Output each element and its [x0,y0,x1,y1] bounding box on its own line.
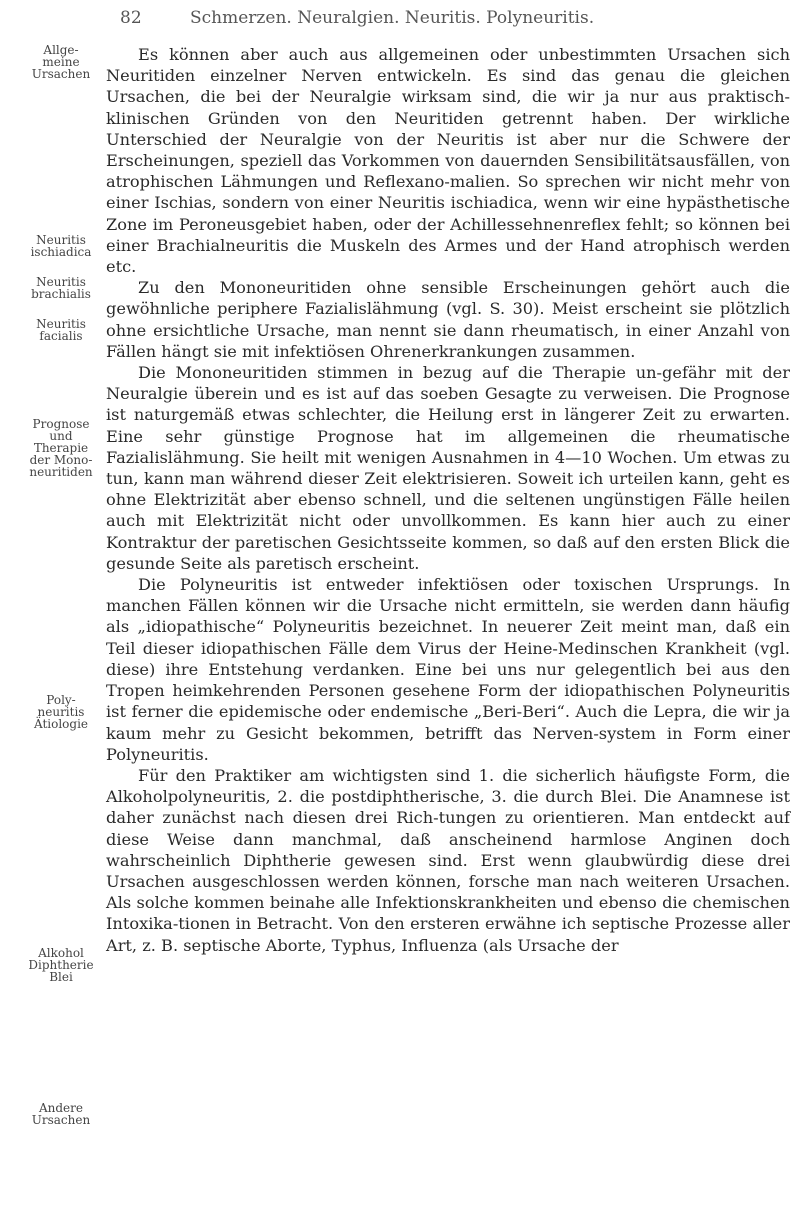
margin-note-alkohol-diphtherie-blei: Alkohol Diphtherie Blei [28,946,94,984]
margin-note-allgemeine-ursachen: Allge- meine Ursachen [31,43,91,81]
page-header [0,4,801,34]
margin-note-neuritis-ischiadica: Neuritis ischiadica [30,233,92,259]
margin-note-prognose-therapie: Prognose und Therapie der Mono- neuritiden [29,417,93,479]
body-text [106,44,790,956]
paragraph-fazialislaehmung: Zu den Mononeuritiden ohne sensible Erscheinungen gehört auch die gewöhnliche periphere Fazialislähmung (vgl. S. 30). Meist erscheint sie plötzlich ohne ersichtliche Ursache, man nennt sie dann rheumatisch, in einer Anzahl von Fällen hängt sie mit infektiösen Ohrenerkrankungen zusammen. [106,278,790,361]
margin-note-neuritis-brachialis: Neuritis brachialis [31,275,91,301]
page-number: 82 [120,8,142,28]
margin-note-polyneuritis-aetiologie: Poly- neuritis Ätiologie [33,693,89,731]
running-head: Schmerzen. Neuralgien. Neuritis. Polyneuritis. [190,8,595,28]
paragraph-allgemeine-ursachen: Es können aber auch aus allgemeinen oder unbestimmten Ursachen sich Neuritiden einzelner Nerven entwickeln. Es sind das genau die gleichen Ursachen, die bei der Neuralgie wirksam sind, die wir ja nur aus praktisch-klinischen Gründen von den Neuritiden getrennt haben. Der wirkliche Unterschied der Neuralgie von der Neuritis ist aber nur die Schwere der Erscheinungen, speziell das Vorkommen von dauernden Sensibilitätsausfällen, von atrophischen Lähmungen und Reflexano-malien. So sprechen wir nicht mehr von einer Ischias, sondern von einer Neuritis ischiadica, wenn wir eine hypästhetische Zone im Peroneusgebiet haben, oder der Achillessehnenreflex fehlt; so können bei einer Brachialneuritis die Muskeln des Armes und der Hand atrophisch werden etc. [106,45,790,277]
margin-note-andere-ursachen: Andere Ursachen [31,1101,91,1127]
paragraph-prognose-therapie: Die Mononeuritiden stimmen in bezug auf die Therapie un-gefähr mit der Neuralgie überein und es ist auf das soeben Gesagte zu verweisen. Die Prognose ist naturgemäß etwas schlechter, die Heilung erst in längerer Zeit zu erwarten. Eine sehr günstige Prognose hat im allgemeinen die rheumatische Fazialislähmung. Sie heilt mit wenigen Ausnahmen in 4—10 Wochen. Um etwas zu tun, kann man während dieser Zeit elektrisieren. Soweit ich urteilen kann, geht es ohne Elektrizität aber ebenso schnell, und die seltenen ungünstigen Fälle heilen auch mit Elektrizität nicht oder unvollkommen. Es kann hier auch zu einer Kontraktur der paretischen Gesichtsseite kommen, so daß auf den ersten Blick die gesunde Seite als paretisch erscheint. [106,363,790,573]
paragraph-ursachen: Für den Praktiker am wichtigsten sind 1. die sicherlich häufigste Form, die Alkoholpolyneuritis, 2. die postdiphtherische, 3. die durch Blei. Die Anamnese ist daher zunächst nach diesen drei Rich-tungen zu orientieren. Man entdeckt auf diese Weise dann manchmal, daß anscheinend harmlose Anginen doch wahrscheinlich Diphtherie gewesen sind. Erst wenn glaubwürdig diese drei Ursachen ausgeschlossen werden können, forsche man nach weiteren Ursachen. Als solche kommen beinahe alle Infektionskrankheiten und ebenso die chemischen Intoxika-tionen in Betracht. Von den ersteren erwähne ich septische Prozesse aller Art, z. B. septische Aborte, Typhus, Influenza (als Ursache der [106,765,790,955]
margin-note-neuritis-facialis: Neuritis facialis [36,317,86,343]
paragraph-polyneuritis: Die Polyneuritis ist entweder infektiösen oder toxischen Ursprungs. In manchen Fällen können wir die Ursache nicht ermitteln, sie werden dann häufig als „idiopathische“ Polyneuritis bezeichnet. In neuerer Zeit meint man, daß ein Teil dieser idiopathischen Fälle dem Virus der Heine-Medinschen Krankheit (vgl. diese) ihre Entstehung verdanken. Eine bei uns nur gelegentlich bei aus den Tropen heimkehrenden Personen gesehene Form der idiopathischen Polyneuritis ist ferner die epidemische oder endemische „Beri-Beri“. Auch die Lepra, die wir ja kaum mehr zu Gesicht bekommen, betrifft das Nerven-system in Form einer Polyneuritis. [106,575,790,764]
